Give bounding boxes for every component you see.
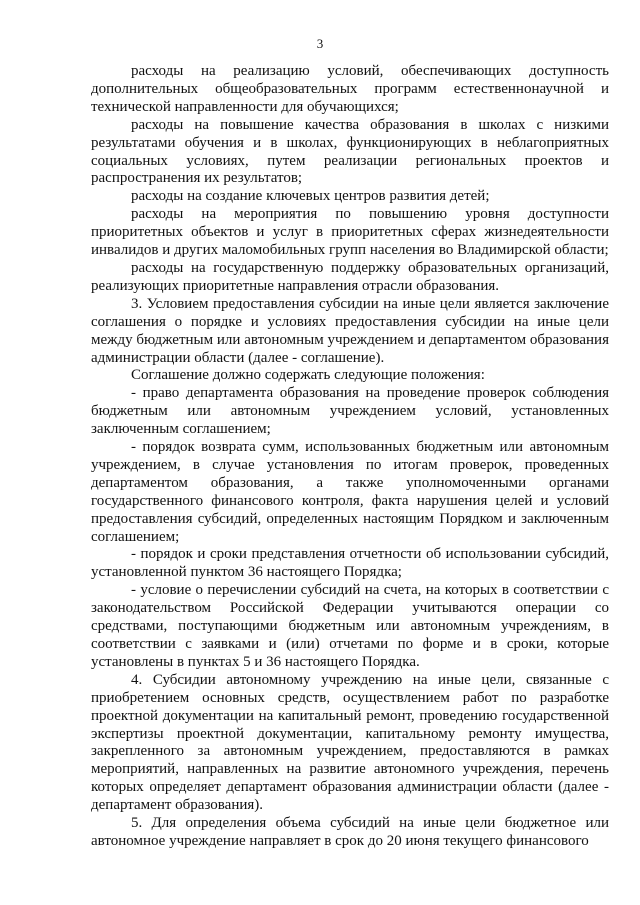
paragraph: - условие о перечислении субсидий на счета, на которых в соответствии с законодательством Российской Федерации учитываются операции со средствами, поступающими бюджетным или автономным учреждениям, в соответствии с заявками и (или) отчетами по форме и в сроки, которые установлены в пунктах 5 и 36 настоящего Порядка. (91, 582, 609, 670)
paragraph: Соглашение должно содержать следующие положения: (131, 367, 485, 384)
paragraph: 4. Субсидии автономному учреждению на иные цели, связанные с приобретением основных средств, осуществлением работ по разработке проектной документации на капитальный ремонт, проведению государственной экспертизы проектной документации, капитальному ремонту имущества, закрепленного за автономным учреждением, предоставляются в рамках мероприятий, направленных на развитие автономного учреждения, перечень которых определяет департамент образования администрации области (далее - департамент образования). (91, 671, 609, 814)
paragraph: расходы на повышение качества образования в школах с низкими результатами обучения и в школах, функционирующих в неблагоприятных социальных условиях, путем реализации региональных проектов и распространения их результатов; (91, 116, 609, 187)
paragraph: 5. Для определения объема субсидий на иные цели бюджетное или автономное учреждение направляет в срок до 20 июня текущего финансового (91, 815, 609, 849)
page-number: 3 (316, 36, 324, 51)
paragraph: расходы на государственную поддержку образовательных организаций, реализующих приоритетные направления отрасли образования. (91, 259, 609, 294)
paragraph: - право департамента образования на проведение проверок соблюдения бюджетным или автономным учреждением условий, установленных заключенным соглашением; (91, 385, 609, 438)
paragraph: - порядок возврата сумм, использованных бюджетным или автономным учреждением, в случае установления по итогам проверок, проведенных департаментом образования, а также уполномоченными органами государственного финансового контроля, факта нарушения целей и условий предоставления субсидий, определенных настоящим Порядком и заключенным соглашением; (91, 439, 609, 545)
document-body (91, 63, 609, 851)
paragraph: расходы на создание ключевых центров развития детей; (131, 188, 490, 205)
paragraph: расходы на реализацию условий, обеспечивающих доступность дополнительных общеобразовательных программ естественнонаучной и технической направленности для обучающихся; (91, 63, 609, 115)
paragraph: 3. Условием предоставления субсидии на иные цели является заключение соглашения о порядке и условиях предоставления субсидии на иные цели между бюджетным или автономным учреждением и департаментом образования администрации области (далее - соглашение). (91, 295, 609, 366)
paragraph: - порядок и сроки представления отчетности об использовании субсидий, установленной пунктом 36 настоящего Порядка; (91, 546, 609, 581)
paragraph: расходы на мероприятия по повышению уровня доступности приоритетных объектов и услуг в приоритетных сферах жизнедеятельности инвалидов и других маломобильных групп населения во Владимирской области; (91, 206, 609, 259)
